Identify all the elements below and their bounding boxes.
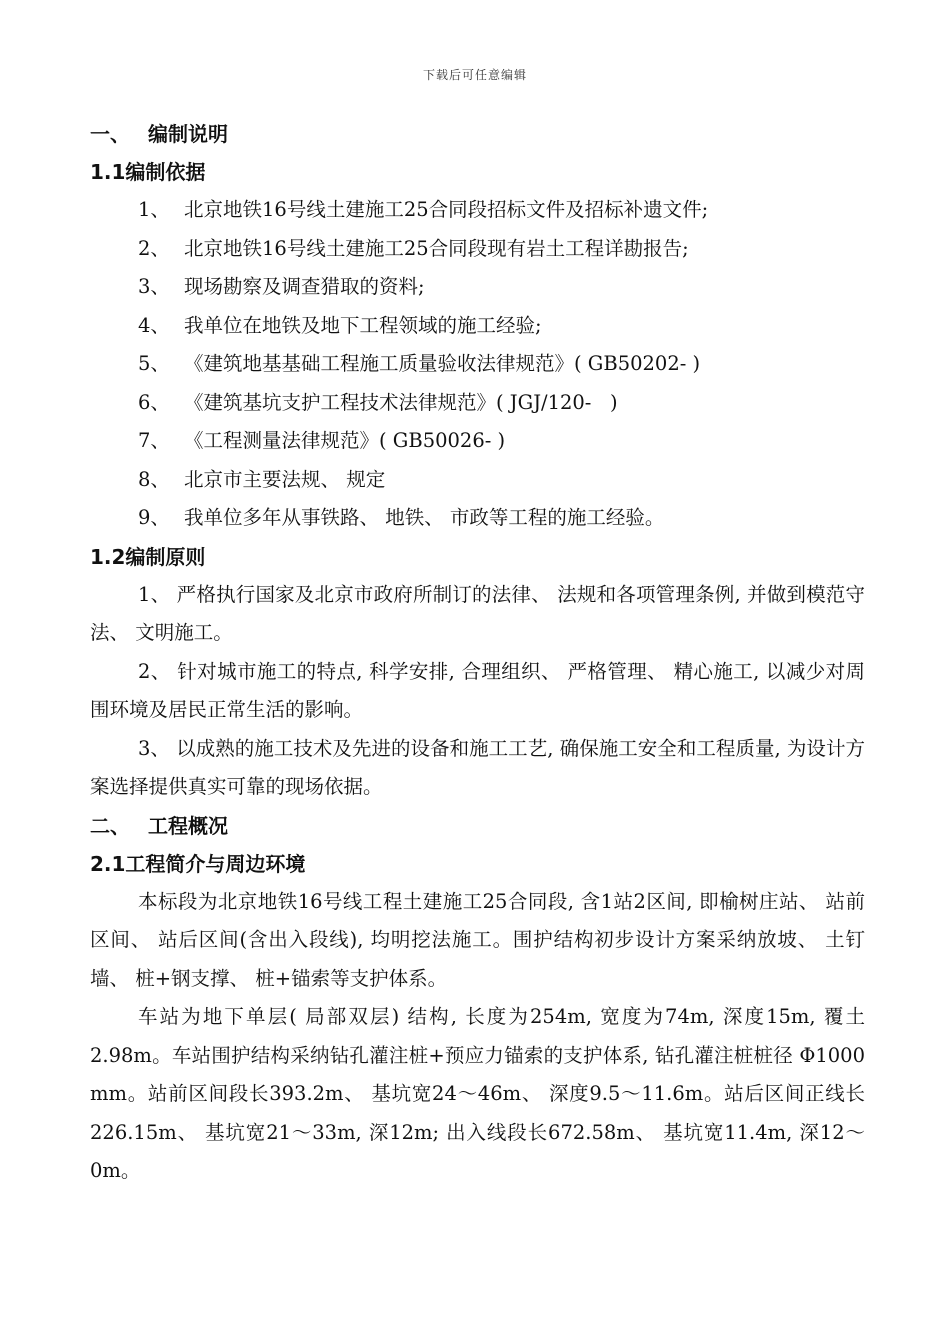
list-item	[90, 268, 865, 307]
list-item	[90, 307, 865, 346]
subsection-heading-2-1: 2.1工程简介与周边环境	[90, 851, 306, 876]
list-item-text: 北京地铁16号线土建施工25合同段招标文件及招标补遗文件;	[184, 198, 709, 221]
list-item-number: 6、	[138, 390, 170, 414]
paragraph: 1、 严格执行国家及北京市政府所制订的法律、 法规和各项管理条例, 并做到模范守法、 文明施工。	[90, 582, 865, 644]
subsection-heading-1-2: 1.2编制原则	[90, 544, 206, 569]
list-item-text: 我单位多年从事铁路、 地铁、 市政等工程的施工经验。	[184, 506, 665, 529]
list-item-number: 2、	[138, 236, 170, 260]
section-number: 一、	[90, 122, 130, 146]
document-body	[90, 115, 865, 1191]
section-number: 二、	[90, 813, 130, 838]
section-title: 工程概况	[148, 813, 228, 838]
list-item	[90, 345, 865, 384]
section-title: 编制说明	[148, 122, 228, 146]
section-heading-2	[90, 807, 865, 845]
list-item	[90, 230, 865, 269]
list-item-text: 《建筑地基基础工程施工质量验收法律规范》( GB50202- )	[184, 352, 701, 375]
list-item	[90, 191, 865, 230]
paragraph: 车站为地下单层( 局部双层) 结构, 长度为254m, 宽度为74m, 深度15m, 覆土2.98m。车站围护结构采纳钻孔灌注桩+预应力锚索的支护体系, 钻孔灌注桩桩径 Φ1000 mm。站前区间段长393.2m、 基坑宽24～46m、 深度9.5～11.6m。站后区间正线长226.15m、 基坑宽21～33m, 深12m; 出入线段长672.58m、 基坑宽11.4m, 深12～0m。	[90, 1005, 865, 1182]
list-item-number: 9、	[138, 506, 170, 529]
list-item-number: 4、	[138, 313, 170, 337]
list-item-text: 《建筑基坑支护工程技术法律规范》( JGJ/120- )	[184, 390, 618, 414]
list-item-text: 北京地铁16号线土建施工25合同段现有岩土工程详勘报告;	[184, 236, 689, 260]
list-item	[90, 461, 865, 500]
section-heading-1	[90, 115, 865, 153]
list-item-text: 现场勘察及调查猎取的资料;	[184, 275, 425, 298]
list-item	[90, 499, 865, 538]
header-watermark: 下载后可任意编辑	[422, 68, 527, 82]
list-item-text: 北京市主要法规、 规定	[184, 467, 386, 491]
list-item	[90, 422, 865, 461]
list-item-number: 1、	[138, 198, 170, 221]
list-item-text: 我单位在地铁及地下工程领域的施工经验;	[184, 313, 542, 337]
list-item-number: 3、	[138, 275, 170, 298]
paragraph: 本标段为北京地铁16号线工程土建施工25合同段, 含1站2区间, 即榆树庄站、 站前区间、 站后区间(含出入段线), 均明挖法施工。围护结构初步设计方案采纳放坡、 土钉墙、 桩+钢支撑、 桩+锚索等支护体系。	[90, 889, 865, 990]
list-item	[90, 384, 865, 423]
paragraph: 3、 以成熟的施工技术及先进的设备和施工工艺, 确保施工安全和工程质量, 为设计方案选择提供真实可靠的现场依据。	[90, 736, 865, 798]
list-item-number: 8、	[138, 467, 170, 491]
list-item-text: 《工程测量法律规范》( GB50026- )	[184, 429, 506, 452]
subsection-heading-1-1: 1.1编制依据	[90, 160, 206, 184]
list-item-number: 7、	[138, 429, 170, 452]
list-item-number: 5、	[138, 352, 170, 375]
paragraph: 2、 针对城市施工的特点, 科学安排, 合理组织、 严格管理、 精心施工, 以减少对周围环境及居民正常生活的影响。	[90, 659, 865, 721]
